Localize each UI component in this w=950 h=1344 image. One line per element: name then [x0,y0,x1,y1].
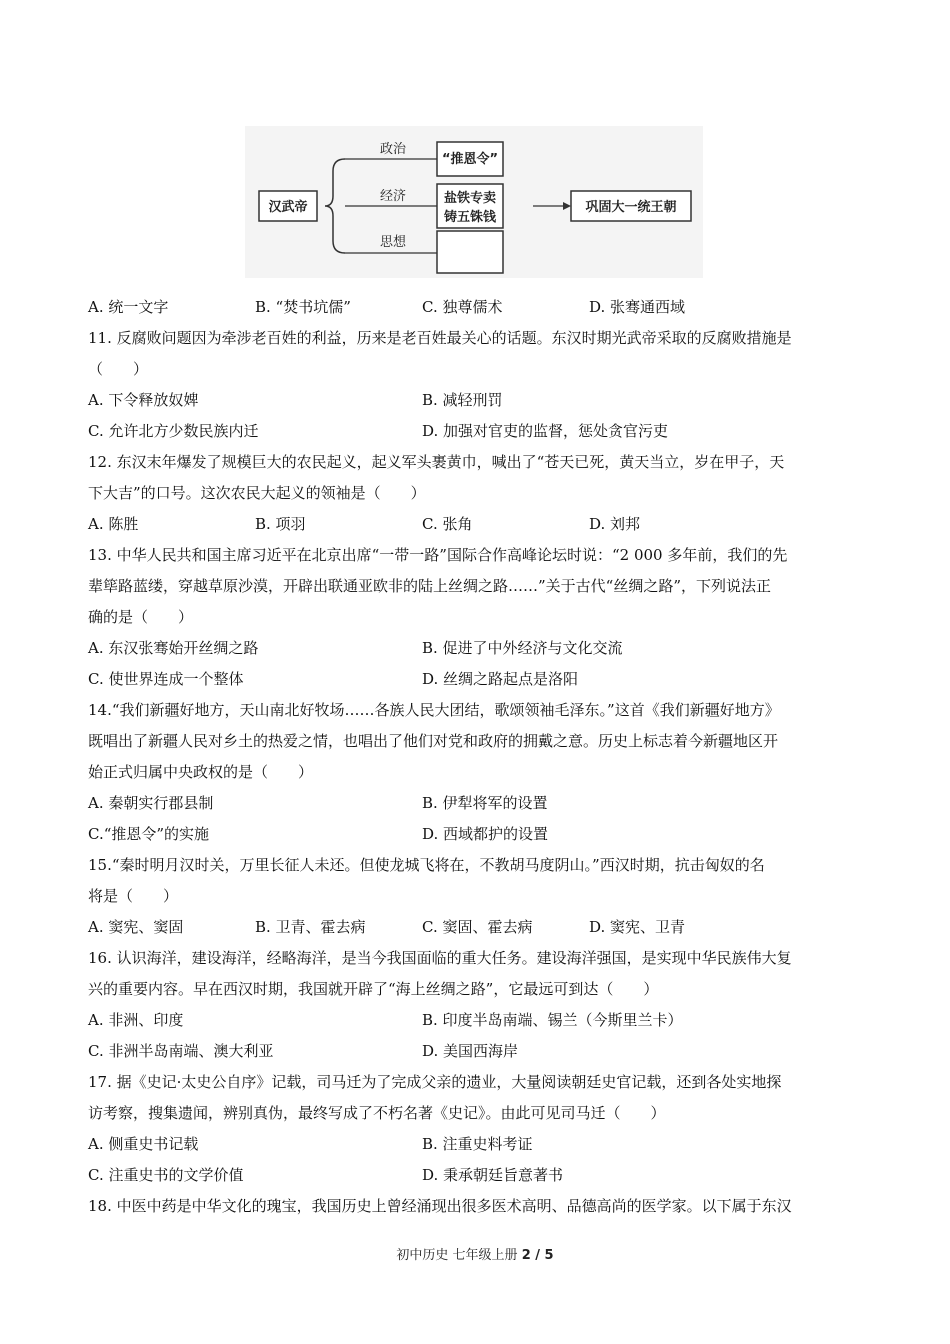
q13-stem-line-1: 13. 中华人民共和国主席习近平在北京出席“一带一路”国际合作高峰论坛时说：“2 000 多年前，我们的先 [88,546,788,564]
q11-option-b[interactable]: B. 减轻刑罚 [422,391,503,409]
q11-option-d[interactable]: D. 加强对官吏的监督，惩处贪官污吏 [422,422,669,440]
q11-stem-line-1: 11. 反腐败问题因为牵涉老百姓的利益，历来是老百姓最关心的话题。东汉时期光武帝采取的反腐败措施是 [88,329,792,347]
diagram-center-label: 汉武帝 [268,200,308,215]
q12-stem-line-1: 12. 东汉末年爆发了规模巨大的农民起义，起义军头裹黄巾，喊出了“苍天已死，黄天当立，岁在甲子，天 [88,453,785,471]
q10-option-c[interactable]: C. 独尊儒术 [422,298,503,316]
q15-stem-line-2: 将是（ ） [88,887,179,905]
q16-option-a[interactable]: A. 非洲、印度 [88,1011,184,1029]
diagram-branch-label-politics: 政治 [379,142,407,157]
q17-option-b[interactable]: B. 注重史料考证 [422,1135,533,1153]
footer-text: 初中历史 七年级上册 [396,1248,522,1263]
q15-stem-line-1: 15.“秦时明月汉时关，万里长征人未还。但使龙城飞将在，不教胡马度阴山。”西汉时期，抗击匈奴的名 [88,856,765,874]
q14-options-row-1 [88,788,868,819]
q18-stem-line-1: 18. 中医中药是中华文化的瑰宝，我国历史上曾经涌现出很多医术高明、品德高尚的医学家。以下属于东汉 [88,1197,792,1215]
q17-option-d[interactable]: D. 秉承朝廷旨意著书 [422,1166,564,1184]
q17-stem-line-2: 访考察，搜集遗闻，辨别真伪，最终写成了不朽名著《史记》。由此可见司马迁（ ） [88,1104,666,1122]
q13-stem-line-2: 辈筚路蓝缕，穿越草原沙漠，开辟出联通亚欧非的陆上丝绸之路……”关于古代“丝绸之路”，下列说法正 [88,577,772,595]
q12-option-c[interactable]: C. 张角 [422,515,473,533]
q13-options-row-1 [88,633,868,664]
q14-option-b[interactable]: B. 伊犁将军的设置 [422,794,548,812]
q12-option-a[interactable]: A. 陈胜 [88,515,139,533]
q13-option-b[interactable]: B. 促进了中外经济与文化交流 [422,639,623,657]
q12-option-d[interactable]: D. 刘邦 [589,515,641,533]
q10-options [88,292,868,323]
diagram-box-thought-blank [437,231,503,273]
question-list [88,292,868,1222]
q13-options-row-2 [88,664,868,695]
q14-stem-line-1: 14.“我们新疆好地方，天山南北好牧场……各族人民大团结，歌颂领袖毛泽东。”这首《我们新疆好地方》 [88,701,780,719]
q17-option-c[interactable]: C. 注重史书的文学价值 [88,1166,244,1184]
q17-stem-line-1: 17. 据《史记·太史公自序》记载，司马迁为了完成父亲的遗业，大量阅读朝廷史官记载，还到各处实地探 [88,1073,782,1091]
q13-stem-line-3: 确的是（ ） [88,608,194,626]
diagram-box-economy-text-1: 盐铁专卖 [443,191,497,206]
q10-option-a[interactable]: A. 统一文字 [88,298,169,316]
q16-option-d[interactable]: D. 美国西海岸 [422,1042,519,1060]
q13-option-d[interactable]: D. 丝绸之路起点是洛阳 [422,670,579,688]
q16-options-row-2 [88,1036,868,1067]
q11-option-a[interactable]: A. 下令释放奴婢 [88,391,199,409]
q11-option-c[interactable]: C. 允许北方少数民族内迁 [88,422,259,440]
q16-stem-line-1: 16. 认识海洋，建设海洋，经略海洋，是当今我国面临的重大任务。建设海洋强国，是实现中华民族伟大复 [88,949,792,967]
q12-stem-line-2: 下大吉”的口号。这次农民大起义的领袖是（ ） [88,484,426,502]
q14-option-d[interactable]: D. 西域都护的设置 [422,825,549,843]
q13-option-c[interactable]: C. 使世界连成一个整体 [88,670,244,688]
q11-options-row-2 [88,416,868,447]
q17-option-a[interactable]: A. 侧重史书记载 [88,1135,199,1153]
q14-stem-line-2: 既唱出了新疆人民对乡土的热爱之情，也唱出了他们对党和政府的拥戴之意。历史上标志着今新疆地区开 [88,732,779,750]
han-wudi-diagram [245,126,703,278]
q14-options-row-2 [88,819,868,850]
q16-stem-line-2: 兴的重要内容。早在西汉时期，我国就开辟了“海上丝绸之路”，它最远可到达（ ） [88,980,659,998]
q16-option-b[interactable]: B. 印度半岛南端、锡兰（今斯里兰卡） [422,1011,683,1029]
q11-options-row-1 [88,385,868,416]
q17-options-row-2 [88,1160,868,1191]
diagram-box-economy-text-2: 铸五铢钱 [443,210,497,225]
q16-option-c[interactable]: C. 非洲半岛南端、澳大利亚 [88,1042,274,1060]
q14-option-a[interactable]: A. 秦朝实行郡县制 [88,794,214,812]
q15-option-b[interactable]: B. 卫青、霍去病 [255,918,366,936]
q17-options-row-1 [88,1129,868,1160]
diagram-result-label: 巩固大一统王朝 [585,200,677,215]
q15-option-d[interactable]: D. 窦宪、卫青 [589,918,686,936]
page-number: 2 / 5 [521,1248,554,1263]
q11-stem-line-2: （ ） [88,360,149,378]
q15-options [88,912,868,943]
q16-options-row-1 [88,1005,868,1036]
q15-option-a[interactable]: A. 窦宪、窦固 [88,918,184,936]
diagram-branch-label-thought: 思想 [379,235,407,250]
diagram-branch-label-economy: 经济 [379,189,407,204]
q10-option-d[interactable]: D. 张骞通西域 [589,298,686,316]
q14-stem-line-3: 始正式归属中央政权的是（ ） [88,763,314,781]
q13-option-a[interactable]: A. 东汉张骞始开丝绸之路 [88,639,259,657]
q10-option-b[interactable]: B. “焚书坑儒” [255,298,351,316]
q12-options [88,509,868,540]
q12-option-b[interactable]: B. 项羽 [255,515,306,533]
q15-option-c[interactable]: C. 窦固、霍去病 [422,918,533,936]
diagram-box-politics-text: “推恩令” [441,152,499,167]
page-footer [0,1244,950,1263]
q14-option-c[interactable]: C.“推恩令”的实施 [88,825,210,843]
